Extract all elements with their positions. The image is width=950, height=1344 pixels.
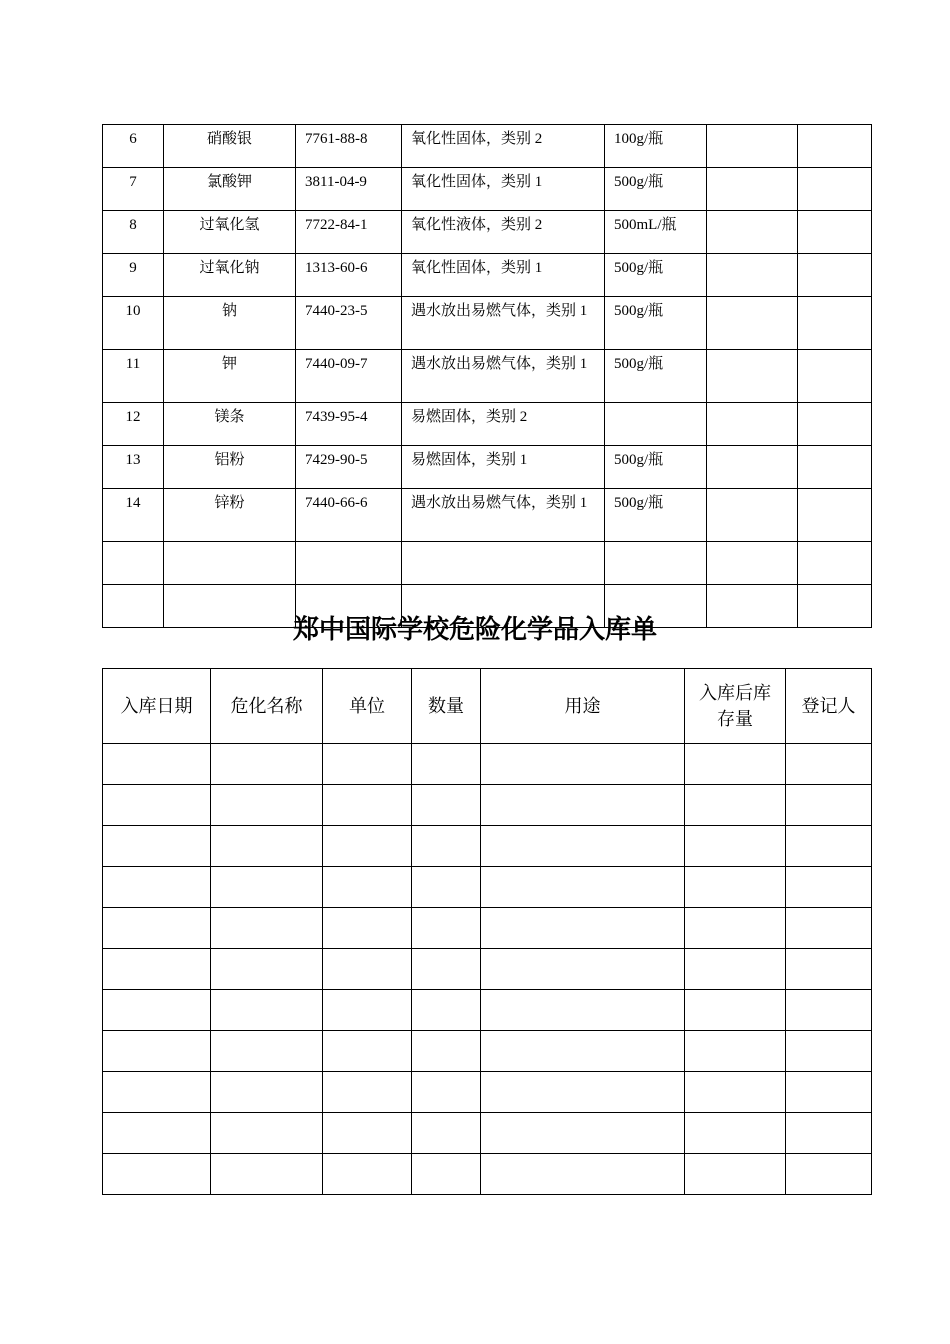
extra-cell <box>707 297 798 350</box>
row-number: 7 <box>103 168 164 211</box>
header-chemical-name: 危化名称 <box>211 669 323 744</box>
form-cell <box>323 1113 412 1154</box>
form-blank-row <box>103 744 872 785</box>
form-cell <box>412 1072 481 1113</box>
form-blank-row <box>103 990 872 1031</box>
inventory-row <box>103 542 872 585</box>
form-cell <box>685 1113 786 1154</box>
form-cell <box>685 1154 786 1195</box>
extra-cell <box>707 542 798 585</box>
inventory-row <box>103 403 872 446</box>
form-cell <box>786 1031 872 1072</box>
form-blank-row <box>103 1154 872 1195</box>
form-cell <box>412 867 481 908</box>
chemical-name: 铝粉 <box>164 446 296 489</box>
header-unit: 单位 <box>323 669 412 744</box>
package-spec: 500g/瓶 <box>605 446 707 489</box>
form-cell <box>685 949 786 990</box>
extra-cell <box>798 446 872 489</box>
inventory-row <box>103 489 872 542</box>
extra-cell <box>798 297 872 350</box>
extra-cell <box>707 403 798 446</box>
form-blank-row <box>103 949 872 990</box>
form-cell <box>103 867 211 908</box>
form-cell <box>412 908 481 949</box>
form-cell <box>481 785 685 826</box>
header-stock-after: 入库后库存量 <box>685 669 786 744</box>
row-number: 13 <box>103 446 164 489</box>
inventory-row <box>103 211 872 254</box>
package-spec: 500g/瓶 <box>605 297 707 350</box>
extra-cell <box>798 350 872 403</box>
form-cell <box>786 826 872 867</box>
inventory-row <box>103 168 872 211</box>
cas-number: 7440-66-6 <box>296 489 402 542</box>
form-cell <box>211 1072 323 1113</box>
form-header-row <box>103 669 872 744</box>
form-cell <box>481 1113 685 1154</box>
row-number: 9 <box>103 254 164 297</box>
package-spec: 100g/瓶 <box>605 125 707 168</box>
row-number: 12 <box>103 403 164 446</box>
header-registrar: 登记人 <box>786 669 872 744</box>
row-number: 6 <box>103 125 164 168</box>
form-cell <box>211 826 323 867</box>
extra-cell <box>707 125 798 168</box>
extra-cell <box>707 350 798 403</box>
package-spec <box>605 542 707 585</box>
form-cell <box>103 744 211 785</box>
chemical-name: 锌粉 <box>164 489 296 542</box>
form-cell <box>211 867 323 908</box>
form-cell <box>211 1113 323 1154</box>
package-spec: 500g/瓶 <box>605 350 707 403</box>
form-cell <box>481 908 685 949</box>
form-cell <box>685 744 786 785</box>
chemical-name: 过氧化氢 <box>164 211 296 254</box>
form-cell <box>685 867 786 908</box>
form-cell <box>786 1154 872 1195</box>
hazard-category: 遇水放出易燃气体，类别 1 <box>402 489 605 542</box>
header-date: 入库日期 <box>103 669 211 744</box>
form-cell <box>412 744 481 785</box>
chemical-name: 过氧化钠 <box>164 254 296 297</box>
form-cell <box>481 949 685 990</box>
form-cell <box>103 785 211 826</box>
form-cell <box>323 744 412 785</box>
form-cell <box>786 990 872 1031</box>
form-cell <box>211 744 323 785</box>
inventory-row <box>103 254 872 297</box>
form-cell <box>211 1031 323 1072</box>
hazard-category: 氧化性液体，类别 2 <box>402 211 605 254</box>
form-blank-row <box>103 1113 872 1154</box>
cas-number: 7440-09-7 <box>296 350 402 403</box>
form-blank-row <box>103 1031 872 1072</box>
form-cell <box>685 908 786 949</box>
form-blank-row <box>103 908 872 949</box>
form-cell <box>323 867 412 908</box>
form-cell <box>685 990 786 1031</box>
hazard-category: 氧化性固体，类别 1 <box>402 168 605 211</box>
cas-number: 7439-95-4 <box>296 403 402 446</box>
cas-number <box>296 542 402 585</box>
form-cell <box>103 1031 211 1072</box>
package-spec: 500g/瓶 <box>605 254 707 297</box>
header-quantity: 数量 <box>412 669 481 744</box>
form-cell <box>211 949 323 990</box>
cas-number: 7761-88-8 <box>296 125 402 168</box>
form-cell <box>103 1154 211 1195</box>
package-spec: 500g/瓶 <box>605 168 707 211</box>
form-cell <box>323 949 412 990</box>
form-cell <box>685 1031 786 1072</box>
form-cell <box>412 949 481 990</box>
hazard-category: 遇水放出易燃气体，类别 1 <box>402 297 605 350</box>
form-cell <box>685 785 786 826</box>
chemical-name: 钠 <box>164 297 296 350</box>
chemical-name: 镁条 <box>164 403 296 446</box>
extra-cell <box>798 168 872 211</box>
form-cell <box>103 1113 211 1154</box>
inventory-row <box>103 125 872 168</box>
cas-number: 7722-84-1 <box>296 211 402 254</box>
form-cell <box>786 1113 872 1154</box>
form-cell <box>412 1154 481 1195</box>
cas-number: 7440-23-5 <box>296 297 402 350</box>
inventory-table <box>102 124 872 628</box>
inventory-row <box>103 446 872 489</box>
chemical-name <box>164 542 296 585</box>
form-cell <box>103 826 211 867</box>
inventory-row <box>103 350 872 403</box>
hazard-category: 易燃固体，类别 2 <box>402 403 605 446</box>
form-cell <box>323 908 412 949</box>
form-cell <box>412 785 481 826</box>
form-cell <box>323 1154 412 1195</box>
form-cell <box>323 826 412 867</box>
form-cell <box>685 1072 786 1113</box>
extra-cell <box>798 211 872 254</box>
hazard-category: 氧化性固体，类别 2 <box>402 125 605 168</box>
package-spec: 500mL/瓶 <box>605 211 707 254</box>
form-cell <box>211 785 323 826</box>
form-cell <box>786 785 872 826</box>
form-cell <box>412 1031 481 1072</box>
form-title: 郑中国际学校危险化学品入库单 <box>292 615 657 645</box>
form-cell <box>786 1072 872 1113</box>
form-cell <box>481 990 685 1031</box>
form-cell <box>481 1154 685 1195</box>
cas-number: 1313-60-6 <box>296 254 402 297</box>
package-spec: 500g/瓶 <box>605 489 707 542</box>
row-number <box>103 542 164 585</box>
form-blank-row <box>103 1072 872 1113</box>
form-blank-row <box>103 826 872 867</box>
form-cell <box>786 949 872 990</box>
form-cell <box>211 908 323 949</box>
package-spec <box>605 403 707 446</box>
extra-cell <box>707 446 798 489</box>
inventory-row <box>103 297 872 350</box>
form-cell <box>323 785 412 826</box>
row-number: 14 <box>103 489 164 542</box>
stock-in-form-table <box>102 668 872 1195</box>
row-number: 11 <box>103 350 164 403</box>
form-cell <box>412 826 481 867</box>
extra-cell <box>707 168 798 211</box>
form-cell <box>103 990 211 1031</box>
chemical-name: 硝酸银 <box>164 125 296 168</box>
form-cell <box>481 826 685 867</box>
row-number: 8 <box>103 211 164 254</box>
header-purpose: 用途 <box>481 669 685 744</box>
form-cell <box>786 908 872 949</box>
extra-cell <box>798 403 872 446</box>
form-cell <box>211 1154 323 1195</box>
extra-cell <box>707 211 798 254</box>
form-cell <box>481 867 685 908</box>
form-cell <box>103 1072 211 1113</box>
form-cell <box>103 908 211 949</box>
extra-cell <box>798 542 872 585</box>
chemical-name: 钾 <box>164 350 296 403</box>
form-cell <box>685 826 786 867</box>
form-cell <box>211 990 323 1031</box>
hazard-category <box>402 542 605 585</box>
extra-cell <box>707 254 798 297</box>
hazard-category: 遇水放出易燃气体，类别 1 <box>402 350 605 403</box>
extra-cell <box>798 489 872 542</box>
extra-cell <box>707 489 798 542</box>
form-cell <box>481 1072 685 1113</box>
form-cell <box>323 1031 412 1072</box>
form-cell <box>103 949 211 990</box>
form-cell <box>481 1031 685 1072</box>
row-number: 10 <box>103 297 164 350</box>
form-blank-row <box>103 867 872 908</box>
cas-number: 3811-04-9 <box>296 168 402 211</box>
extra-cell <box>798 125 872 168</box>
form-cell <box>323 990 412 1031</box>
chemical-name: 氯酸钾 <box>164 168 296 211</box>
hazard-category: 易燃固体，类别 1 <box>402 446 605 489</box>
form-blank-row <box>103 785 872 826</box>
form-cell <box>323 1072 412 1113</box>
cas-number: 7429-90-5 <box>296 446 402 489</box>
form-cell <box>786 867 872 908</box>
form-cell <box>481 744 685 785</box>
form-cell <box>786 744 872 785</box>
extra-cell <box>798 254 872 297</box>
hazard-category: 氧化性固体，类别 1 <box>402 254 605 297</box>
form-cell <box>412 990 481 1031</box>
form-cell <box>412 1113 481 1154</box>
